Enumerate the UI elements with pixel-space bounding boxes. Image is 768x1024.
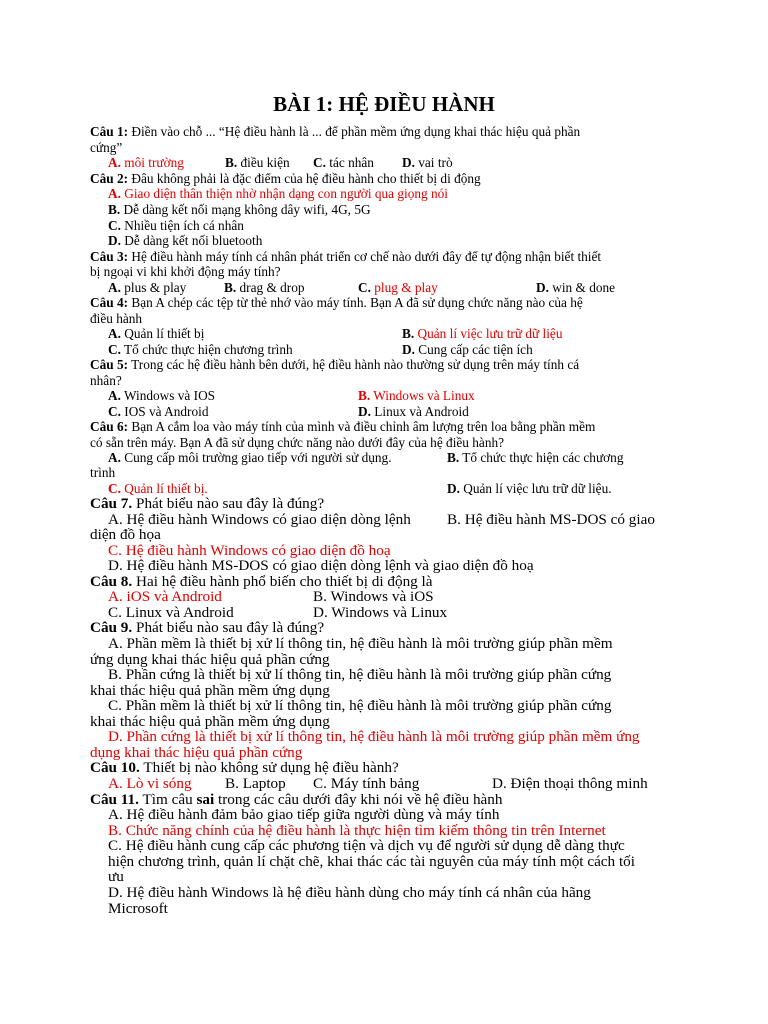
q3-option-b: B. drag & drop [224, 280, 305, 295]
q3-option-a: A. plus & play [108, 280, 187, 295]
q8-option-d: D. Windows và Linux [313, 604, 448, 621]
question-text-cont: có sẵn trên máy. Bạn A đã sử dụng chức năng nào dưới đây của hệ điều hành? [90, 435, 505, 450]
q6-option-b: B. Tổ chức thực hiện các chương [447, 450, 624, 465]
q11-option-c-cont2: ưu [108, 868, 124, 885]
q10-option-d: D. Điện thoại thông minh [492, 775, 648, 792]
q7-option-b-cont: diện đồ họa [90, 526, 161, 543]
q6-option-a: A. Cung cấp môi trường giao tiếp với người sử dụng. [108, 450, 392, 465]
q8-option-c: C. Linux và Android [108, 604, 234, 621]
q5-option-c: C. IOS và Android [108, 404, 209, 419]
q3-option-d: D. win & done [536, 280, 616, 295]
question-1 [90, 125, 580, 138]
q10-option-a: A. Lò vi sóng [108, 775, 192, 792]
q9-option-d: D. Phần cứng là thiết bị xử lí thông tin, hệ điều hành là môi trường giúp phần mềm ứng [108, 728, 640, 745]
question-9: Câu 9. Phát biểu nào sau đây là đúng? [90, 619, 325, 636]
q10-option-c: C. Máy tính bảng [313, 775, 420, 792]
q2-option-d: D. Dễ dàng kết nối bluetooth [108, 233, 263, 248]
question-text-cont: điều hành [90, 311, 143, 326]
question-label: Câu 1: [90, 124, 129, 139]
q11-option-c-cont: hiện chương trình, quản lí chặt chẽ, khai thác các tài nguyên của máy tính một cách tối [108, 853, 635, 870]
question-3: Câu 3: Hệ điều hành máy tính cá nhân phát triển cơ chế nào dưới đây để tự động nhận biết thiết [90, 249, 602, 264]
q11-option-d: D. Hệ điều hành Windows là hệ điều hành dùng cho máy tính cá nhân của hãng [108, 884, 591, 901]
q9-option-a-cont: ứng dụng khai thác hiệu quả phần cứng [90, 651, 330, 668]
question-text-cont: nhân? [90, 373, 122, 388]
q6-option-d: D. Quản lí việc lưu trữ dữ liệu. [447, 481, 612, 496]
page-title: BÀI 1: HỆ ĐIỀU HÀNH [273, 92, 495, 116]
q1-option-c: C. tác nhân [313, 155, 374, 170]
q4-option-a: A. Quản lí thiết bị [108, 326, 205, 341]
question-4: Câu 4: Bạn A chép các tệp từ thẻ nhớ vào máy tính. Bạn A đã sử dụng chức năng nào của hệ [90, 295, 583, 310]
q8-option-a: A. iOS và Android [108, 588, 222, 605]
q7-option-a: A. Hệ điều hành Windows có giao diện dòng lệnh [108, 511, 411, 528]
question-7: Câu 7. Phát biểu nào sau đây là đúng? [90, 495, 325, 512]
q7-option-b: B. Hệ điều hành MS-DOS có giao [447, 511, 655, 528]
question-8: Câu 8. Hai hệ điều hành phổ biến cho thiết bị di động là [90, 573, 433, 590]
question-6: Câu 6: Bạn A cắm loa vào máy tính của mình và điều chỉnh âm lượng trên loa bằng phần mềm [90, 419, 596, 434]
q7-option-c: C. Hệ điều hành Windows có giao diện đồ hoạ [108, 542, 391, 559]
q11-option-d-cont: Microsoft [108, 900, 168, 917]
q5-option-a: A. Windows và IOS [108, 388, 216, 403]
question-2: Câu 2: Đâu không phải là đặc điểm của hệ điều hành cho thiết bị di động [90, 171, 481, 186]
q1-option-b: B. điều kiện [225, 155, 290, 170]
q4-option-c: C. Tổ chức thực hiện chương trình [108, 342, 293, 357]
q5-option-b: B. Windows và Linux [358, 388, 475, 403]
question-10: Câu 10. Thiết bị nào không sử dụng hệ điều hành? [90, 759, 399, 776]
q7-option-d: D. Hệ điều hành MS-DOS có giao diện dòng lệnh và giao diện đồ hoạ [108, 557, 534, 574]
q1-option-a: A. môi trường [108, 155, 184, 170]
q9-option-b: B. Phần cứng là thiết bị xử lí thông tin, hệ điều hành là môi trường giúp phần cứng [108, 666, 612, 683]
q1-option-d: D. vai trò [402, 155, 453, 170]
q3-option-c: C. plug & play [358, 280, 438, 295]
question-text-cont: cứng” [90, 140, 123, 155]
question-5: Câu 5: Trong các hệ điều hành bên dưới, hệ điều hành nào thường sử dụng trên máy tính cá [90, 357, 580, 372]
q9-option-b-cont: khai thác hiệu quả phần mềm ứng dụng [90, 682, 330, 699]
q8-option-b: B. Windows và iOS [313, 588, 434, 605]
q9-option-a: A. Phần mềm là thiết bị xử lí thông tin, hệ điều hành là môi trường giúp phần mềm [108, 635, 613, 652]
q2-option-a: A. Giao diện thân thiện nhờ nhận dạng con người qua giọng nói [108, 186, 448, 201]
q4-option-b: B. Quản lí việc lưu trữ dữ liệu [402, 326, 563, 341]
q10-option-b: B. Laptop [225, 775, 286, 792]
q6-option-c: C. Quản lí thiết bị. [108, 481, 208, 496]
q11-option-c: C. Hệ điều hành cung cấp các phương tiện và dịch vụ để người sử dụng dễ dàng thực [108, 837, 625, 854]
q11-option-b: B. Chức năng chính của hệ điều hành là thực hiện tìm kiếm thông tin trên Internet [108, 822, 606, 839]
q4-option-d: D. Cung cấp các tiện ích [402, 342, 533, 357]
q2-option-b: B. Dễ dàng kết nối mạng không dây wifi, 4G, 5G [108, 202, 371, 217]
q11-option-a: A. Hệ điều hành đảm bảo giao tiếp giữa người dùng và máy tính [108, 806, 500, 823]
q5-option-d: D. Linux và Android [358, 404, 469, 419]
q9-option-c-cont: khai thác hiệu quả phần mềm ứng dụng [90, 713, 330, 730]
q6-option-b-cont: trình [90, 465, 116, 480]
question-text: Điền vào chỗ ... “Hệ điều hành là ... để phần mềm ứng dụng khai thác hiệu quả phần [128, 124, 581, 139]
question-11: Câu 11. Tìm câu sai trong các câu dưới đây khi nói về hệ điều hành [90, 791, 503, 808]
q9-option-c: C. Phần mềm là thiết bị xử lí thông tin, hệ điều hành là môi trường giúp phần cứng [108, 697, 612, 714]
q2-option-c: C. Nhiều tiện ích cá nhân [108, 218, 244, 233]
q9-option-d-cont: dụng khai thác hiệu quả phần cứng [90, 744, 303, 761]
question-text-cont: bị ngoại vi khi khởi động máy tính? [90, 264, 281, 279]
